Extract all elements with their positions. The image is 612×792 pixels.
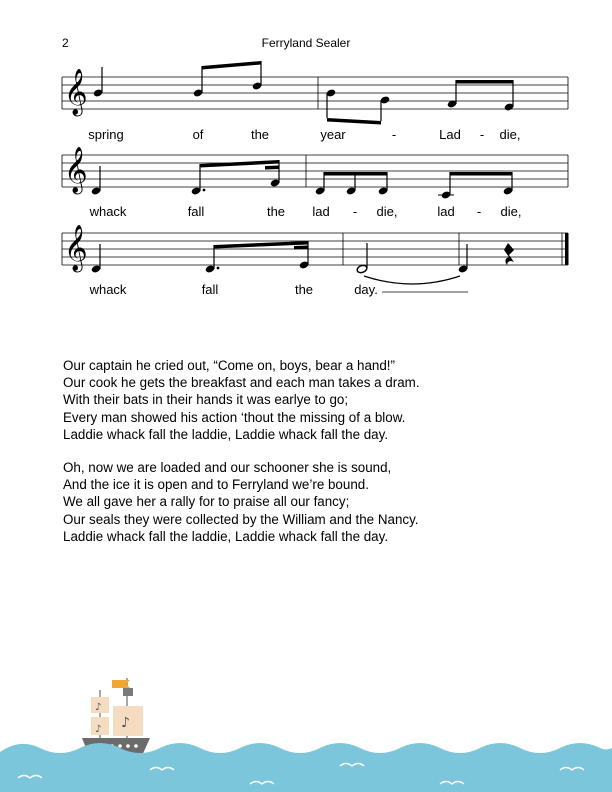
verse-line: Our captain he cried out, “Come on, boys, bear a hand!” xyxy=(63,358,395,373)
music-note-icon: ♪ xyxy=(121,715,130,731)
lyric-syllable: of xyxy=(192,127,204,142)
lyric-syllable: whack xyxy=(89,282,127,297)
verse-line: Our seals they were collected by the William and the Nancy. xyxy=(63,511,419,527)
lyric-syllable: lad xyxy=(312,204,330,219)
lyric-hyphen: - xyxy=(479,127,485,142)
lyric-syllable: the xyxy=(266,204,286,219)
svg-text:𝄞: 𝄞 xyxy=(64,147,88,193)
page-number: 2 xyxy=(62,36,69,50)
music-note-icon: ♪ xyxy=(95,724,102,735)
lyric-syllable: lad xyxy=(437,204,455,219)
lyric-syllable: day. xyxy=(354,282,378,297)
treble-clef-icon xyxy=(64,69,88,273)
running-title: Ferryland Sealer xyxy=(261,36,351,50)
crows-nest xyxy=(123,688,133,696)
verse-line: Our cook he gets the breakfast and each man takes a dram. xyxy=(63,375,420,391)
lyric-syllable: whack xyxy=(89,204,127,219)
verse-line: With their bats in their hands it was earlye to go; xyxy=(63,392,349,408)
lyric-syllable: the xyxy=(294,282,314,297)
sea-waves xyxy=(0,743,612,792)
verse-2 xyxy=(63,357,420,443)
music-note-icon: ♪ xyxy=(95,702,102,713)
staff-system-3 xyxy=(62,233,568,265)
lyric-syllable: fall xyxy=(187,204,205,219)
lyric-syllable: spring xyxy=(88,127,124,142)
lyric-syllable: die, xyxy=(499,127,521,142)
lyric-syllable: die, xyxy=(376,204,398,219)
lyric-syllable: the xyxy=(250,127,270,142)
verse-line: Every man showed his action ‘thout the missing of a blow. xyxy=(63,409,406,425)
lyric-syllable: year xyxy=(320,127,346,142)
lyric-syllable: die, xyxy=(500,204,522,219)
ship-and-waves-illustration xyxy=(0,660,612,792)
lyric-hyphen: - xyxy=(391,127,397,142)
svg-text:𝄞: 𝄞 xyxy=(64,225,88,271)
verse-line: Laddie whack fall the laddie, Laddie whack fall the day. xyxy=(63,426,389,442)
verse-line: We all gave her a rally for to praise all our fancy; xyxy=(63,494,350,510)
notes-system-2 xyxy=(91,160,513,200)
lyric-hyphen: - xyxy=(476,204,482,219)
verse-line: Oh, now we are loaded and our schooner she is sound, xyxy=(63,460,392,475)
verse-line: Laddie whack fall the laddie, Laddie whack fall the day. xyxy=(63,528,389,544)
sheet-music xyxy=(0,0,612,330)
lyric-hyphen: - xyxy=(352,204,358,219)
verse-3 xyxy=(63,459,419,545)
staff-system-2 xyxy=(62,155,568,187)
final-barline xyxy=(565,233,569,265)
verse-line: And the ice it is open and to Ferryland we’re bound. xyxy=(63,477,369,493)
notes-system-3 xyxy=(91,241,514,284)
lyric-syllable: Lad xyxy=(439,127,461,142)
svg-text:𝄞: 𝄞 xyxy=(64,69,88,115)
lyric-syllable: fall xyxy=(201,282,219,297)
